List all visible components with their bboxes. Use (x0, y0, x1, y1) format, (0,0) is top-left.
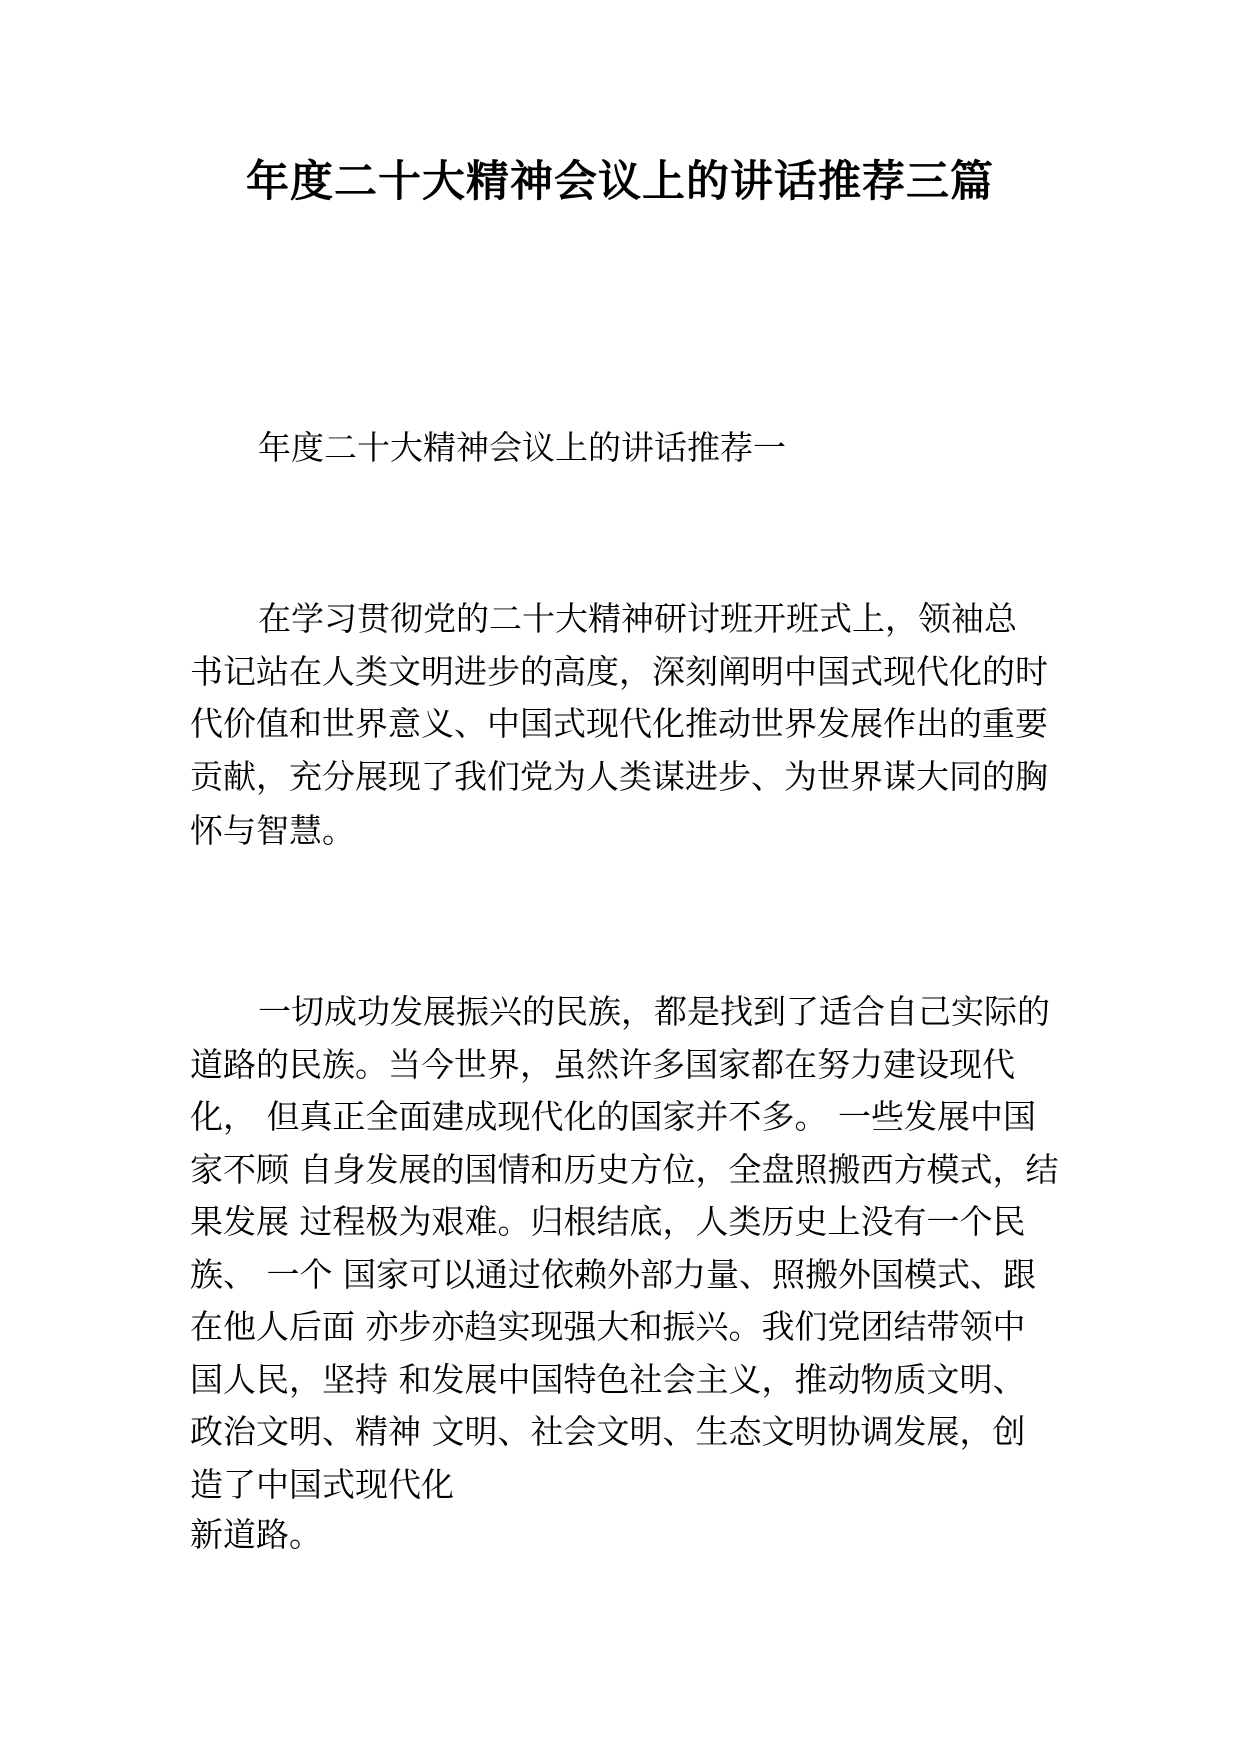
paragraph-line: 家不顾 自身发展的国情和历史方位，全盘照搬西方模式，结 (190, 1149, 1059, 1189)
paragraph-line: 怀与智慧。 (190, 811, 355, 850)
paragraph-line: 新道路。 (190, 1515, 322, 1554)
paragraph-line: 在他人后面 亦步亦趋实现强大和振兴。我们党团结带领中 (190, 1307, 1026, 1346)
paragraph-line: 一切成功发展振兴的民族，都是找到了适合自己实际的 (258, 992, 1050, 1031)
section-heading: 年度二十大精神会议上的讲话推荐一 (258, 428, 786, 467)
paragraph-line: 贡献，充分展现了我们党为人类谋进步、为世界谋大同的胸 (190, 756, 1048, 796)
paragraph-2-tail (190, 1509, 1070, 1562)
document-title: 年度二十大精神会议上的讲话推荐三篇 (246, 157, 994, 207)
paragraph-line: 书记站在人类文明进步的高度，深刻阐明中国式现代化的时 (190, 651, 1048, 691)
paragraph-1-tail (190, 805, 1070, 858)
paragraph-line: 化， 但真正全面建成现代化的国家并不多。 一些发展中国 (190, 1097, 1036, 1136)
paragraph-line: 造了中国式现代化 (190, 1464, 454, 1504)
paragraph-line: 在学习贯彻党的二十大精神研讨班开班式上，领袖总 (258, 599, 1017, 638)
paragraph-2 (190, 986, 1070, 1511)
paragraph-line: 代价值和世界意义、中国式现代化推动世界发展作出的重要 (190, 704, 1048, 743)
paragraph-line: 道路的民族。当今世界，虽然许多国家都在努力建设现代 (190, 1044, 1015, 1084)
paragraph-line: 政治文明、精神 文明、社会文明、生态文明协调发展，创 (190, 1412, 1026, 1451)
paragraph-1 (190, 593, 1070, 803)
paragraph-line: 国人民，坚持 和发展中国特色社会主义，推动物质文明、 (190, 1359, 1026, 1399)
paragraph-line: 族、 一个 国家可以通过依赖外部力量、照搬外国模式、跟 (190, 1254, 1036, 1294)
paragraph-line: 果发展 过程极为艰难。归根结底，人类历史上没有一个民 (190, 1202, 1026, 1241)
